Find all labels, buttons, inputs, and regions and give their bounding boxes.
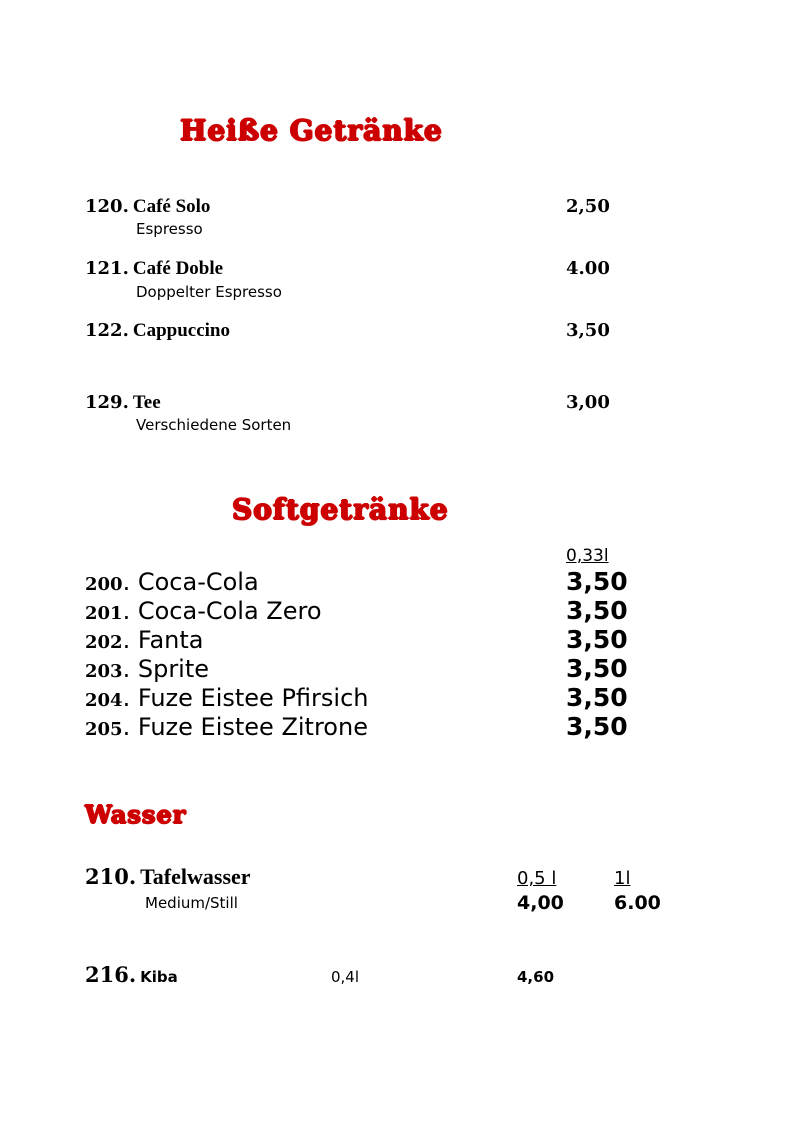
item-number: 201 [85,603,123,624]
item-price: 3,50 [566,712,628,741]
item-name: Fanta [137,626,204,654]
menu-item-122 [85,320,230,342]
item-price: 4,60 [517,968,555,986]
item-number: 203 [85,661,123,682]
price-large: 6.00 [614,892,661,914]
menu-item-201: 201. Coca-Cola Zero [85,597,322,625]
menu-item-210 [85,864,251,890]
menu-item-120 [85,196,210,218]
item-price: 3,50 [566,596,628,625]
item-number: 129. [85,392,129,413]
menu-item-129 [85,392,161,414]
item-description: Doppelter Espresso [136,283,282,301]
item-price: 4.00 [566,258,610,279]
item-number: 205 [85,719,123,740]
item-name: Coca-Cola Zero [137,597,322,625]
item-price: 3,50 [566,625,628,654]
item-price: 3,50 [566,567,628,596]
menu-item-203: 203. Sprite [85,655,210,683]
item-price: 3,00 [566,392,610,413]
menu-item-216 [85,962,178,987]
item-name: Sprite [137,655,210,683]
menu-item-204: 204. Fuze Eistee Pfirsich [85,684,369,712]
size-small-label: 0,5 l [517,868,557,889]
item-size: 0,4l [331,968,360,986]
menu-item-205: 205. Fuze Eistee Zitrone [85,713,368,741]
item-number: 122. [85,320,129,341]
item-description: Medium/Still [145,894,238,912]
item-number: 120. [85,196,129,217]
item-name: Fuze Eistee Zitrone [137,713,368,741]
item-name: Tee [132,392,161,413]
item-price: 3,50 [566,654,628,683]
item-description: Verschiedene Sorten [136,416,292,434]
menu-item-121 [85,258,223,280]
size-large-label: 1l [614,868,631,889]
item-price: 3,50 [566,683,628,712]
hot-drinks-heading: Heiße Getränke [180,114,443,147]
item-price: 2,50 [566,196,610,217]
item-number: 210. [85,864,137,889]
menu-item-200: 200. Coca-Cola [85,568,259,596]
item-name: Cappuccino [132,320,230,341]
item-number: 216. [85,962,137,987]
water-heading: Wasser [85,800,187,829]
price-small: 4,00 [517,892,564,914]
item-name: Café Doble [132,258,224,279]
item-number: 202 [85,632,123,653]
item-name: Fuze Eistee Pfirsich [137,684,369,712]
item-name: Café Solo [132,196,211,217]
item-number: 121. [85,258,129,279]
soft-drinks-size: 0,33l [566,546,609,566]
menu-item-202: 202. Fanta [85,626,204,654]
item-name: Tafelwasser [140,864,251,889]
item-number: 204 [85,690,123,711]
item-price: 3,50 [566,320,610,341]
item-name: Kiba [140,968,178,986]
item-description: Espresso [136,220,203,238]
soft-drinks-heading: Softgetränke [232,493,449,526]
item-name: Coca-Cola [137,568,259,596]
item-number: 200 [85,574,123,595]
